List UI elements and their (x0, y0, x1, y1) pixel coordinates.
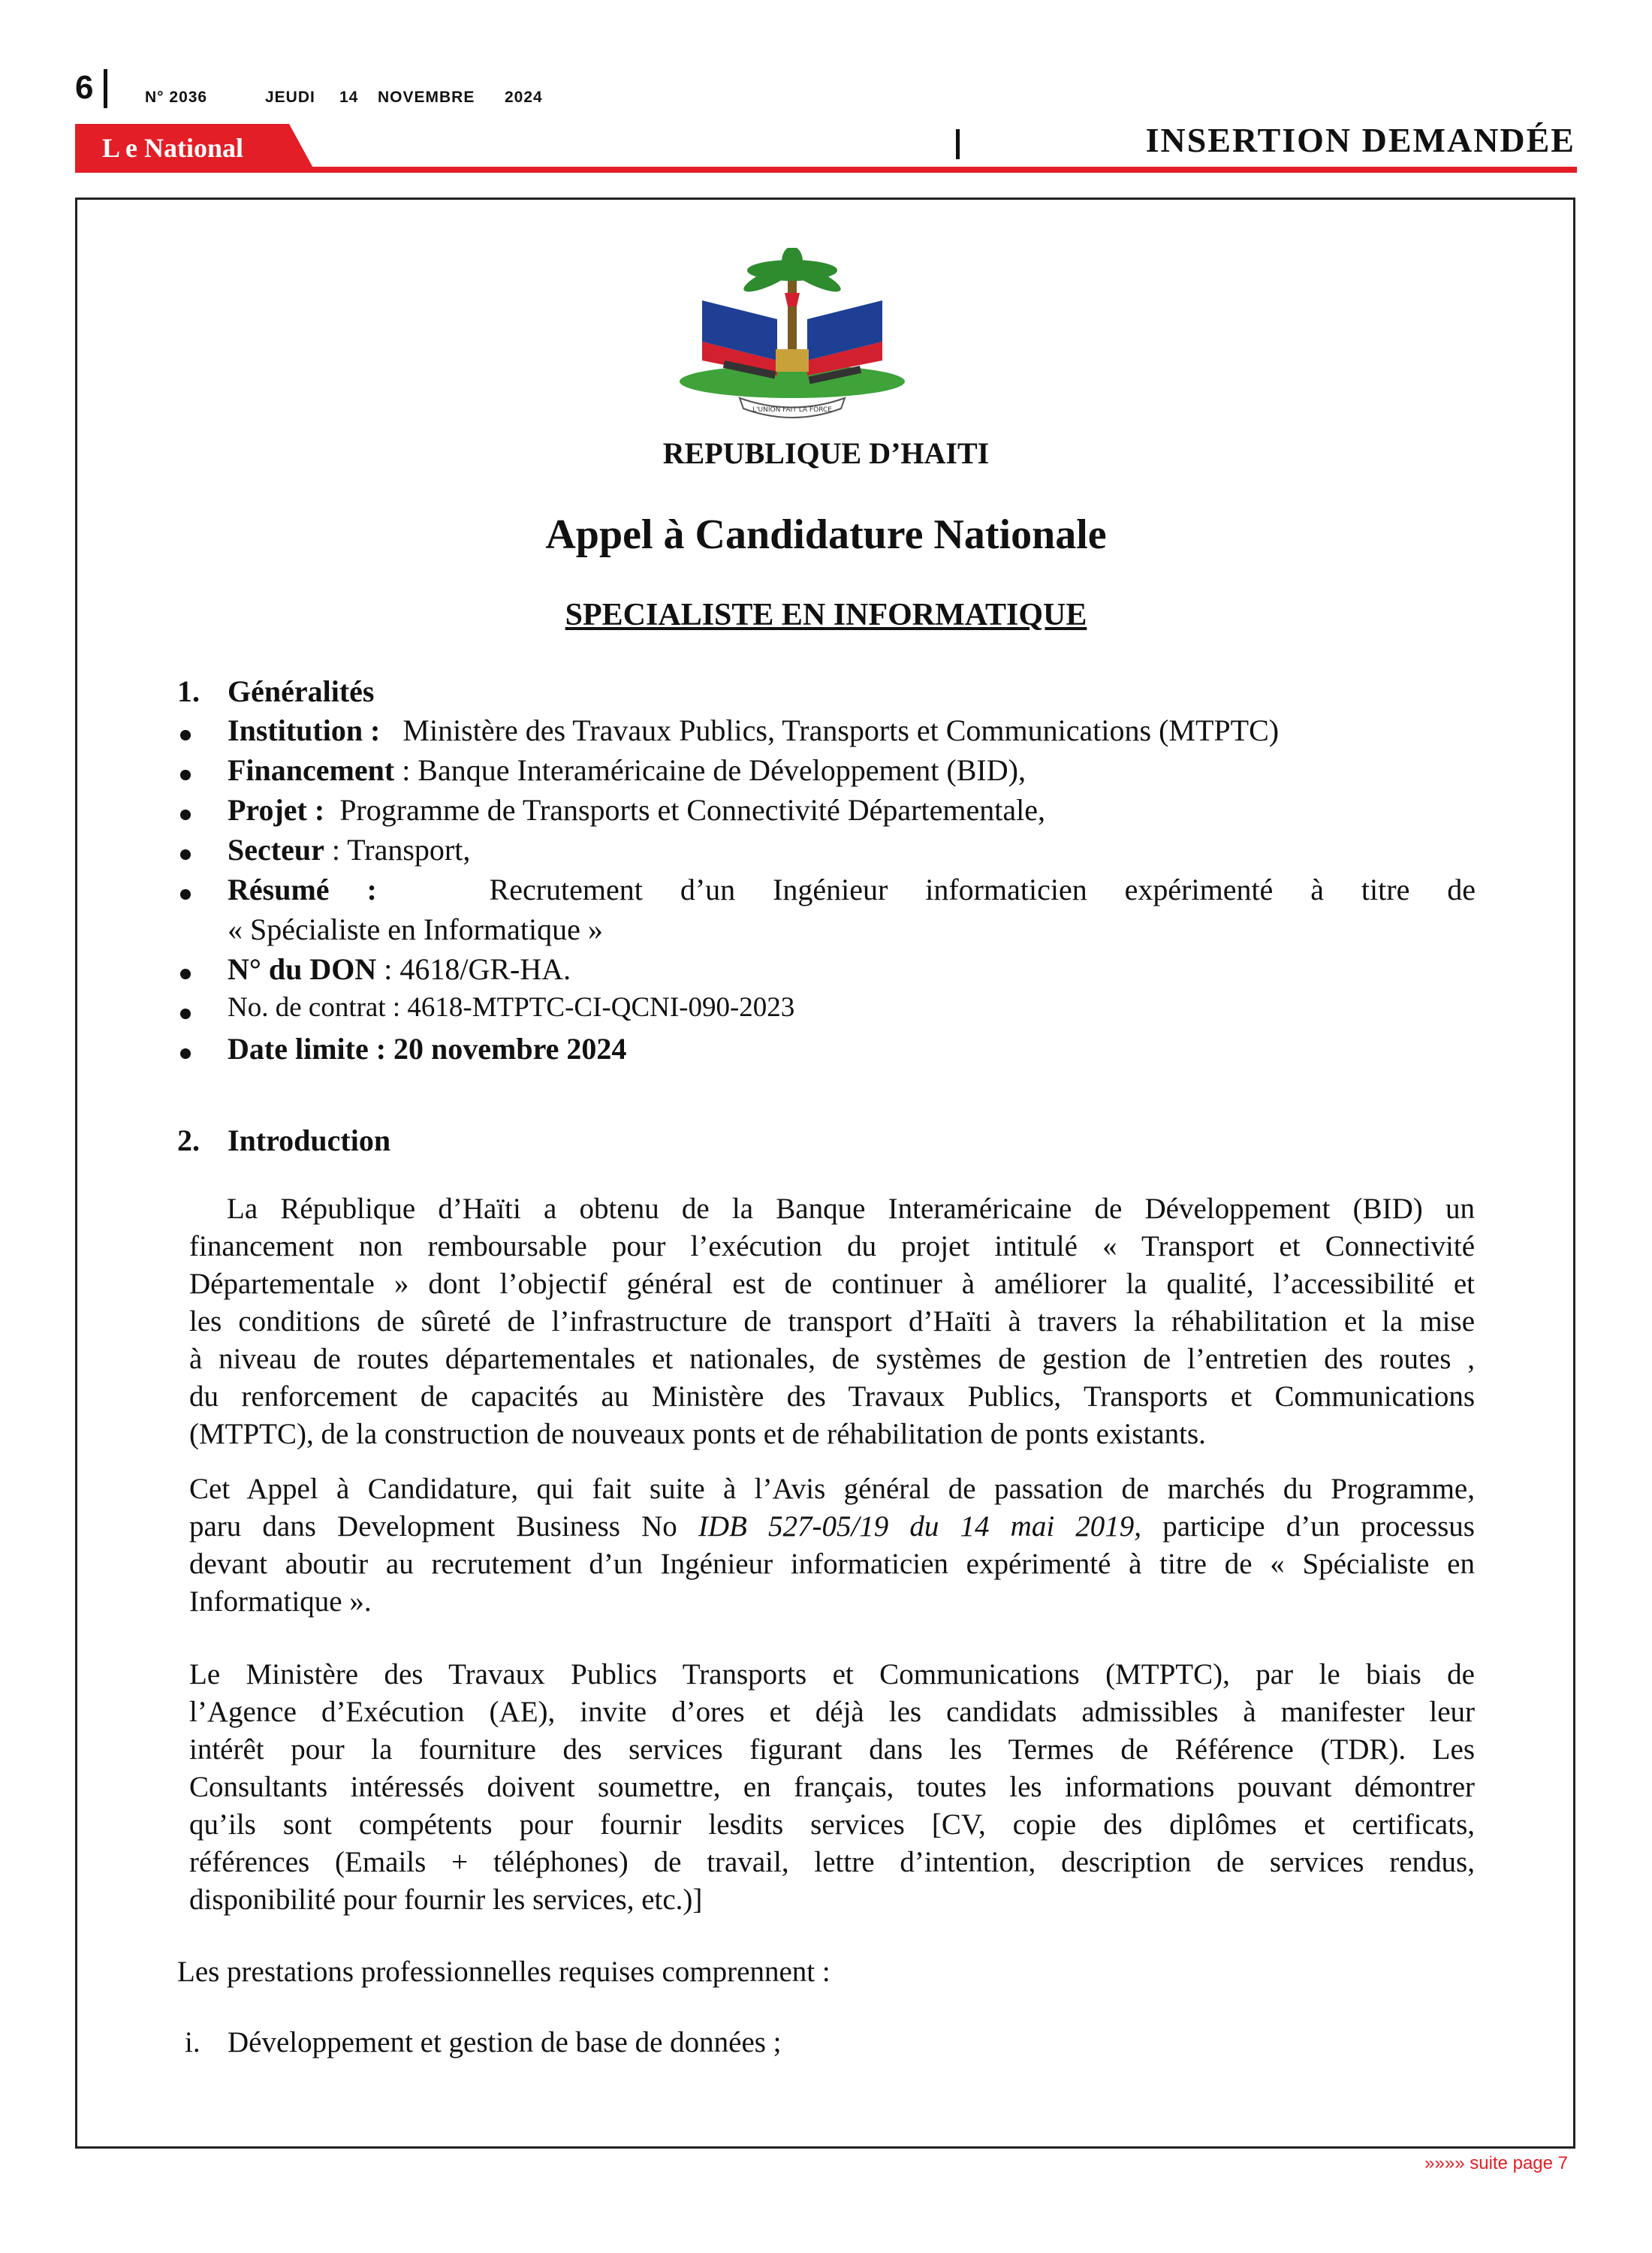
reference-text: IDB 527-05/19 du 14 mai 2019, (698, 1510, 1142, 1543)
item-contrat: No. de contrat : 4618-MTPTC-CI-QCNI-090-2023 (228, 992, 795, 1023)
page-number: 6 (75, 69, 94, 106)
issue-day: JEUDI (265, 89, 315, 106)
bullet-icon (180, 810, 191, 820)
list-item: Développement et gestion de base de données ; (228, 2026, 782, 2058)
emblem-motto: L'UNION FAIT LA FORCE (752, 406, 832, 414)
paragraph-line: (MTPTC), de la construction de nouveaux ponts et de réhabilitation de ponts existants. (189, 1418, 1206, 1450)
item-value: : Transport, (331, 833, 471, 867)
item-label: Financement (228, 753, 395, 787)
paragraph-line: du renforcement de capacités au Ministère des Travaux Publics, Transports et Communications (189, 1380, 1475, 1413)
position-title: SPECIALISTE EN INFORMATIQUE (565, 598, 1087, 632)
paragraph-appel (189, 1470, 1475, 1621)
paragraph-line: financement non remboursable pour l’exécution du projet intitulé « Transport et Connectivité (189, 1230, 1475, 1262)
prestations-intro: Les prestations professionnelles requises comprennent : (177, 1956, 831, 1988)
paragraph-line: Informatique ». (189, 1585, 372, 1618)
item-institution (228, 713, 1279, 748)
item-value: : Banque Interaméricaine de Développement (BID), (402, 753, 1026, 787)
bullet-icon (180, 1048, 191, 1059)
paragraph-line: Départementale » dont l’objectif général est de continuer à améliorer la qualité, l’accessibilité et (189, 1268, 1475, 1300)
paragraph-ministere (189, 1656, 1475, 1919)
paragraph-introduction (189, 1190, 1475, 1453)
text-run: paru dans Development Business No (189, 1510, 698, 1543)
item-value: Programme de Transports et Connectivité Départementale, (339, 793, 1045, 827)
paragraph-line: La République d’Haïti a obtenu de la Banque Interaméricaine de Développement (BID) un (227, 1193, 1475, 1225)
section-label: INSERTION DEMANDÉE (1145, 121, 1575, 159)
item-label: Institution : (228, 713, 381, 747)
paragraph-line: Consultants intéressés doivent soumettre, en français, toutes les informations pouvant démontrer (189, 1771, 1475, 1803)
header-rule (75, 167, 1577, 173)
issue-number: N° 2036 (145, 89, 208, 106)
bullet-icon (180, 770, 191, 780)
paragraph-line: l’Agence d’Exécution (AE), invite d’ores et déjà les candidats admissibles à manifester leur (189, 1696, 1475, 1728)
paragraph-line: Cet Appel à Candidature, qui fait suite à l’Avis général de passation de marchés du Programme, (189, 1473, 1475, 1505)
paragraph-line: qu’ils sont compétents pour fournir lesdits services [CV, copie des diplômes et certificats, (189, 1808, 1475, 1841)
paragraph-line: les conditions de sûreté de l’infrastructure de transport d’Haïti à travers la réhabilitation et la mise (189, 1305, 1475, 1338)
bullet-icon (180, 849, 191, 860)
bullet-icon (180, 889, 191, 900)
item-value: Recrutement d’un Ingénieur informaticien expérimenté à titre de (489, 873, 1476, 906)
item-label: Résumé : (228, 873, 377, 906)
continued-link[interactable]: »»»» suite page 7 (1424, 2153, 1568, 2173)
item-label: Secteur (228, 833, 324, 867)
notice-title: Appel à Candidature Nationale (545, 511, 1107, 558)
item-secteur (228, 832, 470, 867)
paragraph-line (189, 1508, 1475, 1546)
item-resume (228, 872, 1476, 907)
section-2-number: 2. (177, 1123, 200, 1157)
section-1-number: 1. (177, 674, 200, 708)
paragraph-line: intérêt pour la fourniture des services figurant dans les Termes de Référence (TDR). Les (189, 1733, 1475, 1766)
issue-year: 2024 (505, 89, 543, 106)
item-don (228, 952, 571, 987)
section-2-heading: Introduction (228, 1123, 391, 1157)
paragraph-line: disponibilité pour fournir les services, etc.)] (189, 1884, 703, 1916)
paragraph-line: devant aboutir au recrutement d’un Ingénieur informaticien expérimenté à titre de « Spécialiste en (189, 1548, 1475, 1580)
paragraph-line: références (Emails + téléphones) de travail, lettre d’intention, description de services rendus, (189, 1846, 1475, 1878)
republic-heading: REPUBLIQUE D’HAITI (662, 436, 990, 470)
paragraph-line: Le Ministère des Travaux Publics Transports et Communications (MTPTC), par le biais de (189, 1658, 1475, 1691)
haiti-coat-of-arms-icon (672, 248, 912, 421)
page-number-divider (104, 69, 107, 108)
item-value: : 4618/GR-HA. (384, 952, 571, 986)
issue-date: 14 (339, 89, 359, 106)
item-projet (228, 792, 1045, 828)
item-label: Projet : (228, 793, 325, 827)
bullet-icon (180, 730, 191, 740)
bullet-icon (180, 969, 191, 979)
header-divider (956, 129, 960, 159)
item-value: Ministère des Travaux Publics, Transports et Communications (MTPTC) (402, 713, 1280, 747)
publication-name: L e National (102, 133, 244, 163)
item-label: N° du DON (228, 952, 377, 986)
item-financement (228, 753, 1026, 788)
issue-month: NOVEMBRE (378, 89, 475, 106)
section-1-heading: Généralités (228, 674, 375, 708)
text-run: participe d’un processus (1141, 1510, 1475, 1543)
bullet-icon (180, 1009, 191, 1019)
list-marker: i. (185, 2026, 200, 2058)
paragraph-line: à niveau de routes départementales et nationales, de systèmes de gestion de l’entretien des routes , (189, 1343, 1475, 1375)
item-date-limite: Date limite : 20 novembre 2024 (228, 1032, 627, 1066)
item-resume-continued: « Spécialiste en Informatique » (228, 912, 603, 946)
